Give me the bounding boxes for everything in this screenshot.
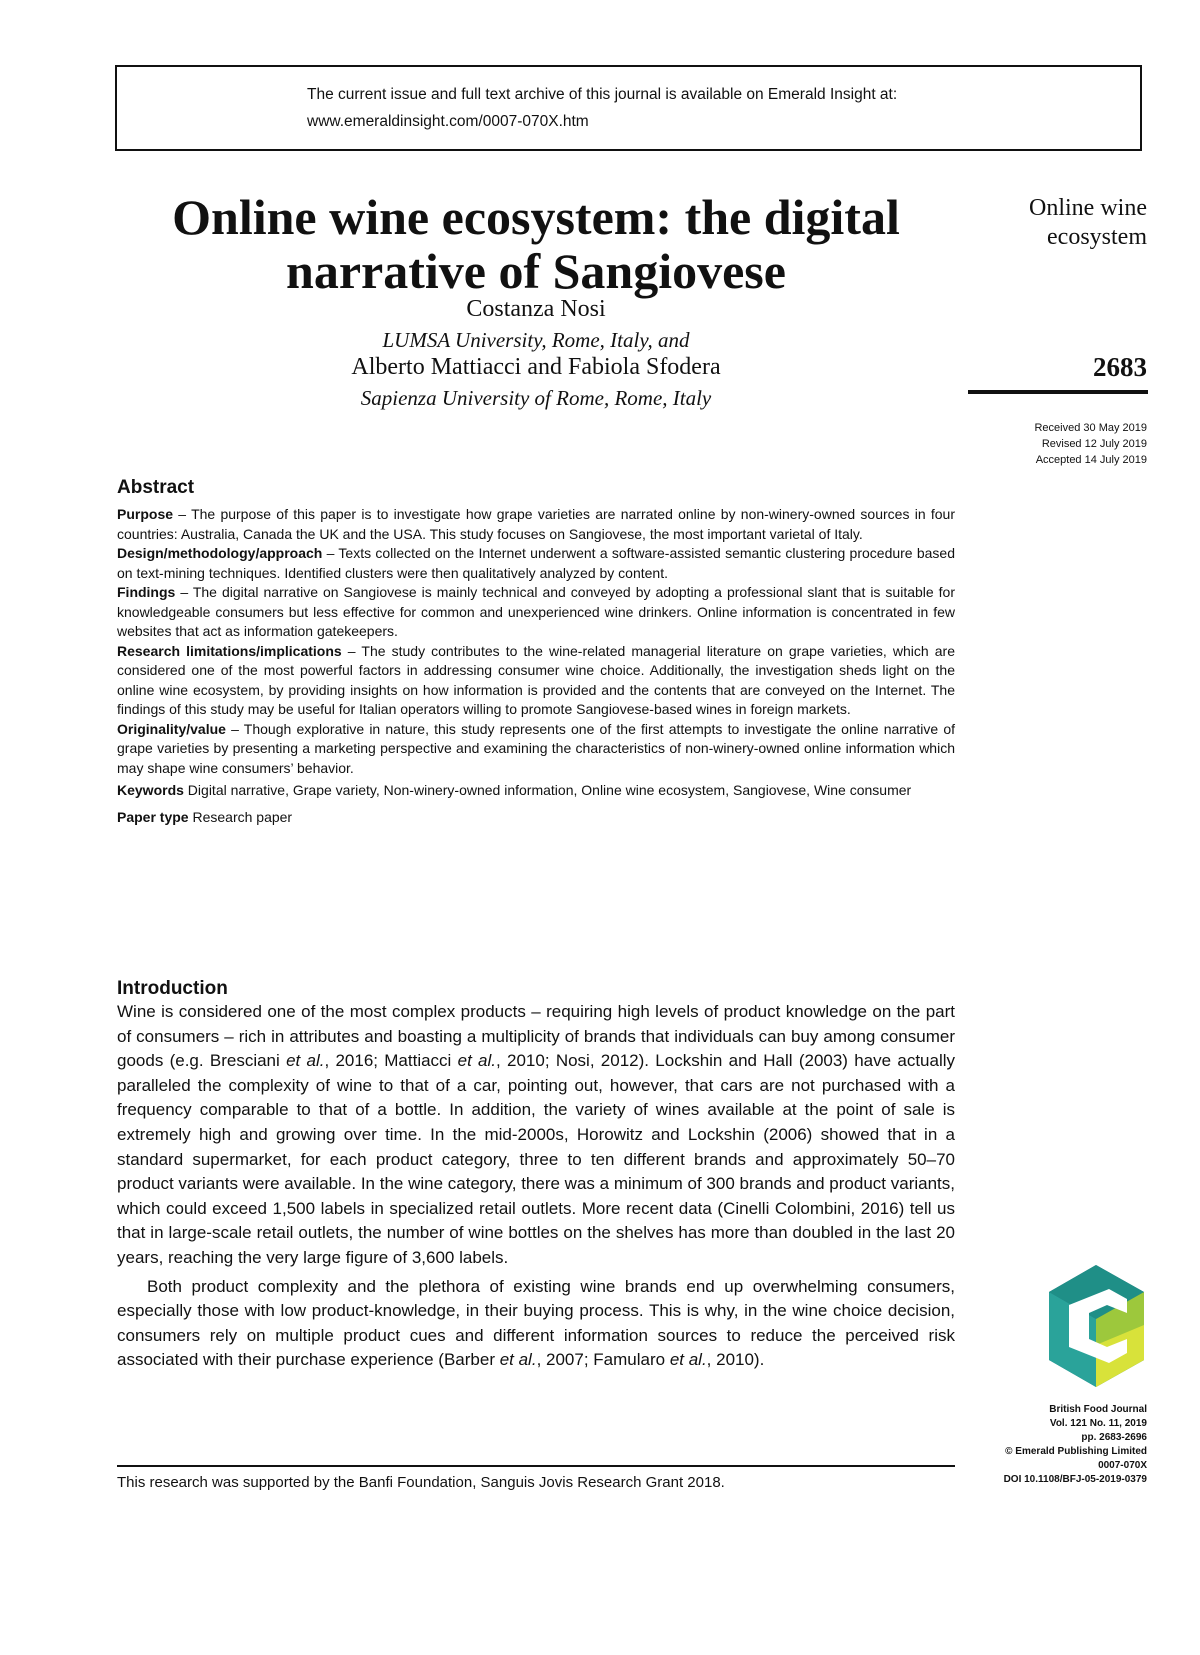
- notice-line-1: The current issue and full text archive of this journal is available on Emerald Insight at:: [307, 86, 898, 103]
- emerald-logo-icon: [1049, 1265, 1144, 1387]
- affiliation-1: LUMSA University, Rome, Italy, and: [382, 328, 690, 352]
- footnote-divider: [117, 1465, 955, 1467]
- running-title-line-1: Online wine: [1029, 195, 1147, 221]
- running-title: [947, 194, 1147, 252]
- text-run: , 2007; Famularo: [536, 1350, 670, 1370]
- text-run: et al.: [669, 1350, 707, 1370]
- abstract-heading: Abstract: [117, 477, 195, 498]
- journal-pages: pp. 2683-2696: [1081, 1432, 1147, 1443]
- paper-title: [117, 190, 955, 298]
- limitations-label: Research limitations/implications: [117, 642, 342, 659]
- text-run: Wine is considered one of the most complex products – requiring high levels of product knowledge on the part of consumers – rich in attributes and boasting a multiplicity of brands that individuals can buy among consumer goods (e.g. Bresciani: [117, 1002, 955, 1071]
- text-run: et al.: [457, 1051, 497, 1071]
- title-line-1: Online wine ecosystem: the digital: [172, 189, 900, 245]
- notice-url-link[interactable]: www.emeraldinsight.com/0007-070X.htm: [307, 113, 589, 130]
- findings-label: Findings: [117, 584, 176, 600]
- journal-access-notice: [115, 65, 1142, 151]
- journal-doi: DOI 10.1108/BFJ-05-2019-0379: [1003, 1474, 1147, 1485]
- keywords-label: Keywords: [117, 782, 184, 798]
- abstract-keywords: [117, 781, 955, 801]
- intro-paragraph-2: [117, 1275, 955, 1373]
- title-line-2: narrative of Sangiovese: [286, 243, 786, 299]
- abstract-paper-type: [117, 808, 955, 828]
- journal-name: British Food Journal: [1049, 1404, 1147, 1415]
- journal-publisher: © Emerald Publishing Limited: [1005, 1446, 1147, 1457]
- purpose-label: Purpose: [117, 506, 174, 522]
- keywords-text: Digital narrative, Grape variety, Non-winery-owned information, Online wine ecosystem, Sangiovese, Wine consumer: [183, 782, 912, 798]
- text-run: Both product complexity and the plethora of existing wine brands end up overwhelming consumers, especially those with low product-knowledge, in their buying process. This is why, in the wine choice decision, consumers rely on multiple product cues and different information sources to reduce the perceived risk associated with their purchase experience (Barber: [117, 1276, 955, 1370]
- affiliation-2: Sapienza University of Rome, Rome, Italy: [360, 386, 712, 410]
- revised-date: Revised 12 July 2019: [1041, 438, 1147, 450]
- limitations-text: – The study contributes to the wine-related managerial literature on grape varieties, which are considered one of the most powerful factors in addressing consumer wine choice. Additionally, the investigation sheds light on the online wine ecosystem, by providing insights on how information is provided and the contents that are conveyed on the Internet. The findings of this study may be useful for Italian operators willing to promote Sangiovese-based wines in foreign markets.: [117, 642, 955, 717]
- paper-type-text: Research paper: [188, 808, 293, 825]
- page-number: 2683: [1093, 352, 1147, 382]
- abstract-findings: [117, 583, 955, 642]
- text-run: et al.: [499, 1350, 537, 1370]
- side-divider: [968, 390, 1148, 394]
- abstract-design: [117, 544, 955, 583]
- abstract-body: [117, 505, 955, 827]
- article-dates: [1034, 420, 1147, 468]
- author-2: Alberto Mattiacci and Fabiola Sfodera: [351, 354, 721, 380]
- introduction-body: [117, 1000, 955, 1373]
- intro-paragraph-1: [117, 1000, 955, 1271]
- introduction-heading: Introduction: [117, 978, 228, 999]
- originality-label: Originality/value: [117, 720, 226, 737]
- abstract-originality: [117, 720, 955, 779]
- text-run: , 2010; Nosi, 2012). Lockshin and Hall (2003) have actually paralleled the complexity of wine to that of a car, pointing out, however, that cars are not purchased with a frequency comparable to that of a bottle. In addition, the variety of wines available at the point of sale is extremely high and growing over time. In the mid-2000s, Horowitz and Lockshin (2006) showed that in a standard supermarket, for each product category, three to ten different brands and approximately 50–70 product variants were available. In the wine category, there was a minimum of 300 brands and product variants, which could exceed 1,500 labels in specialized retail outlets. More recent data (Cinelli Colombini, 2016) tell us that in large-scale retail outlets, the number of wine bottles on the shelves has more than doubled in the last 20 years, reaching the very large figure of 3,600 labels.: [117, 1051, 956, 1267]
- received-date: Received 30 May 2019: [1034, 422, 1147, 434]
- journal-issn: 0007-070X: [1098, 1460, 1147, 1471]
- accepted-date: Accepted 14 July 2019: [1035, 454, 1147, 466]
- abstract-purpose: [117, 505, 955, 544]
- journal-info: [1004, 1403, 1147, 1487]
- text-run: et al.: [286, 1051, 325, 1071]
- running-title-line-2: ecosystem: [1047, 224, 1147, 250]
- text-run: , 2016; Mattiacci: [324, 1051, 458, 1071]
- author-1: Costanza Nosi: [466, 296, 606, 322]
- funding-footnote: This research was supported by the Banfi Foundation, Sanguis Jovis Research Grant 2018.: [117, 1474, 725, 1491]
- design-text: – Texts collected on the Internet underwent a software-assisted semantic clustering procedure based on text-mining techniques. Identified clusters were then qualitatively analyzed by content.: [117, 545, 955, 581]
- originality-text: – Though explorative in nature, this study represents one of the first attempts to investigate the online narrative of grape varieties by presenting a marketing perspective and examining the characteristics of non-winery-owned online information which may shape wine consumers’ behavior.: [117, 720, 955, 776]
- text-run: , 2010).: [706, 1350, 765, 1370]
- paper-type-label: Paper type: [117, 808, 189, 825]
- findings-text: – The digital narrative on Sangiovese is mainly technical and conveyed by adopting a professional slant that is suitable for knowledgeable consumers but less effective for common and unexperienced wine drinkers. Online information is concentrated in few websites that act as information gatekeepers.: [117, 584, 955, 639]
- abstract-limitations: [117, 642, 955, 720]
- design-label: Design/methodology/approach: [117, 545, 323, 561]
- journal-volume: Vol. 121 No. 11, 2019: [1049, 1418, 1147, 1429]
- purpose-text: – The purpose of this paper is to investigate how grape varieties are narrated online by non-winery-owned sources in four countries: Australia, Canada the UK and the USA. This study focuses on Sangiovese, the most important varietal of Italy.: [117, 506, 955, 542]
